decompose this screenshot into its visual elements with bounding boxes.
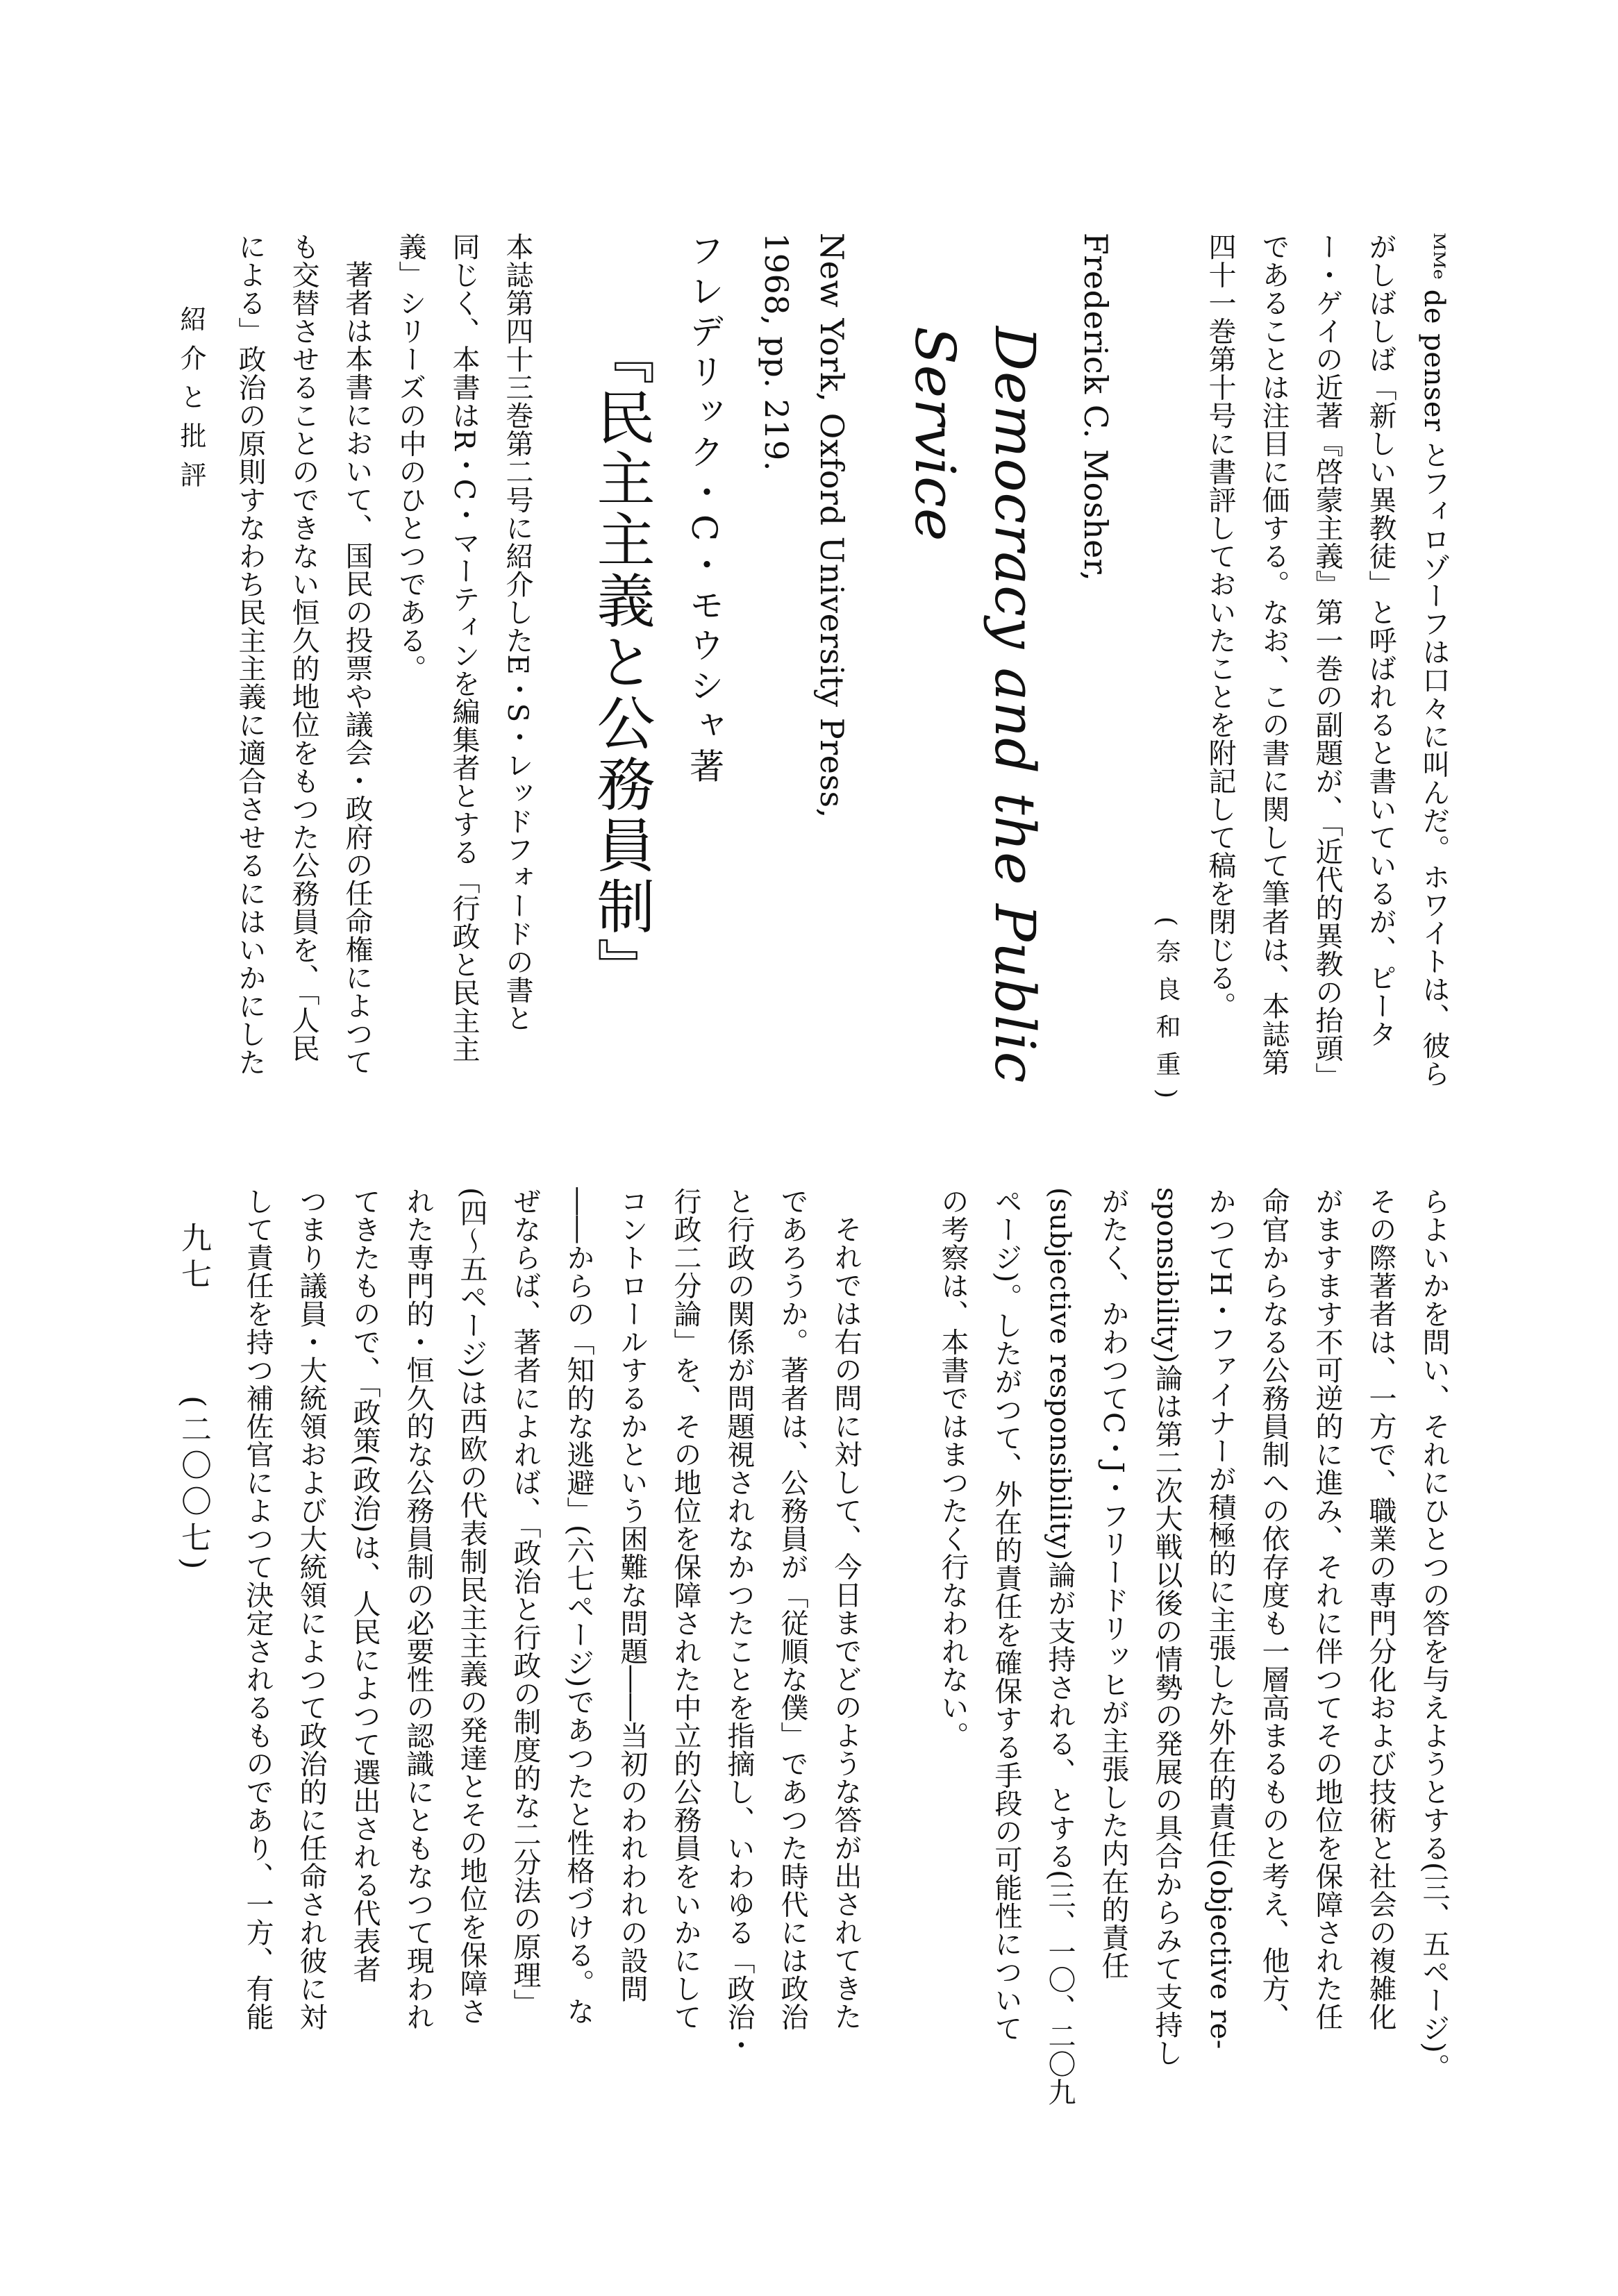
book-title-ja: 『民主主義と公務員制』 [587, 326, 656, 998]
lower2-line-9: れた専門的・恒久的な公務員制の必要性の認識にともなつて現われ [402, 1187, 434, 2031]
lower2-line-3: と行政の関係が問題視されなかつたことを指摘し、いわゆる「政治・ [723, 1187, 755, 2059]
intro-line-3: 義」シリーズの中のひとつである。 [394, 233, 426, 682]
section-label: 紹介と批評 [176, 305, 206, 500]
lower2-line-1: それでは右の問に対して、今日までどのような答が出されてきた [830, 1215, 862, 2031]
lower1-line-2: その際著者は、一方で、職業の専門分化および技術と社会の複雑化 [1365, 1187, 1396, 2031]
book-title-en-line-1: Democracy and the Public [983, 326, 1047, 1084]
book-author-en: Frederick C. Mosher, [1077, 233, 1115, 582]
lower1-line-9: ページ)。したがつて、外在的責任を確保する手段の可能性について [990, 1187, 1022, 2043]
intro-line-4: 著者は本書において、国民の投票や議会・政府の任命権によつて [341, 260, 373, 1076]
lower2-line-11: つまり議員・大統領および大統領によつて政治的に任命され彼に対 [295, 1187, 327, 2031]
lower1-line-3: がますます不可逆的に進み、それに伴つてその地位を保障された任 [1311, 1187, 1343, 2031]
lower1-line-4: 命官からなる公務員制への依存度も一層高まるものと考え、他方、 [1258, 1187, 1290, 2031]
lower1-line-5: かつてH・ファイナーが積極的に主張した外在的責任(objective re- [1204, 1187, 1236, 2050]
reviewer-signature: (奈良和重) [1152, 916, 1181, 1112]
intro-line-1: 本誌第四十三巻第二号に紹介したE・S・レッドフォードの書と [501, 233, 533, 1032]
header-line-1: ᴹᴹᵉ de penser とフィロゾーフは口々に叫んだ。ホワイトは、彼ら [1418, 233, 1450, 1088]
intro-line-2: 同じく、本書はR・C・マーティンを編集者とする「行政と民主主 [448, 233, 480, 1063]
header-line-4: であることは注目に価する。なお、この書に関して筆者は、本誌第 [1258, 233, 1290, 1076]
lower1-line-7: がたく、かわつてC・J・フリードリッヒが主張した内在的責任 [1097, 1187, 1129, 1980]
book-title-en-line-2: Service [903, 326, 967, 542]
intro-line-5: も交替させることのできない恒久的地位をもつた公務員を、「人民 [287, 233, 319, 1062]
intro-line-6: による」政治の原則すなわち民主主義に適合させるにはいかにした [234, 233, 266, 1076]
lower2-line-10: てきたもので、「政策(政治)は、人民によつて選出される代表者 [349, 1187, 381, 1984]
lower1-line-1: らよいかを問い、それにひとつの答を与えようとする(三、五ページ)。 [1418, 1187, 1450, 2081]
lower2-line-7: ぜならば、著者によれば、「政治と行政の制度的な二分法の原理」 [509, 1187, 541, 2017]
lower2-line-5: コントロールするかという困難な問題――当初のわれわれの設問 [616, 1187, 648, 2003]
lower2-line-4: 行政二分論」を、その地位を保障された中立的公務員をいかにして [669, 1187, 701, 2031]
header-line-3: ー・ゲイの近著『啓蒙主義』第一巻の副題が、「近代的異教の抬頭」 [1311, 233, 1343, 1091]
lower2-line-12: して責任を持つ補佐官によつて決定されるものであり、一方、有能 [242, 1187, 274, 2031]
book-publisher: New York, Oxford University Press, [813, 233, 851, 819]
lower1-line-6: sponsibility)論は第二次大戦以後の情勢の発展の具合からみて支持し [1151, 1187, 1183, 2067]
lower1-line-8: (subjective responsibility)論が支持される、とする(三、一〇、二〇九 [1044, 1187, 1076, 2106]
volume-page-number: (二〇〇七) [176, 1396, 211, 1575]
book-year-pages: 1968, pp. 219. [758, 233, 795, 471]
book-author-ja: フレデリック・C・モウシャ著 [684, 233, 724, 789]
header-line-2: がしばしば「新しい異教徒」と呼ばれると書いているが、ピータ [1365, 233, 1396, 1048]
lower2-line-8: (四～五ページ)は西欧の代表制民主主義の発達とその地位を保障さ [456, 1187, 487, 2025]
page-number: 九七 [176, 1222, 211, 1294]
lower2-line-6: ――からの「知的な逃避」(六七ページ)であつたと性格づける。な [562, 1187, 594, 2025]
lower2-line-2: であろうか。著者は、公務員が「従順な僕」であつた時代には政治 [776, 1187, 808, 2031]
lower1-line-10: の考察は、本書ではまつたく行なわれない。 [937, 1187, 969, 1750]
header-line-5: 四十一巻第十号に書評しておいたことを附記して稿を閉じる。 [1204, 233, 1236, 1020]
